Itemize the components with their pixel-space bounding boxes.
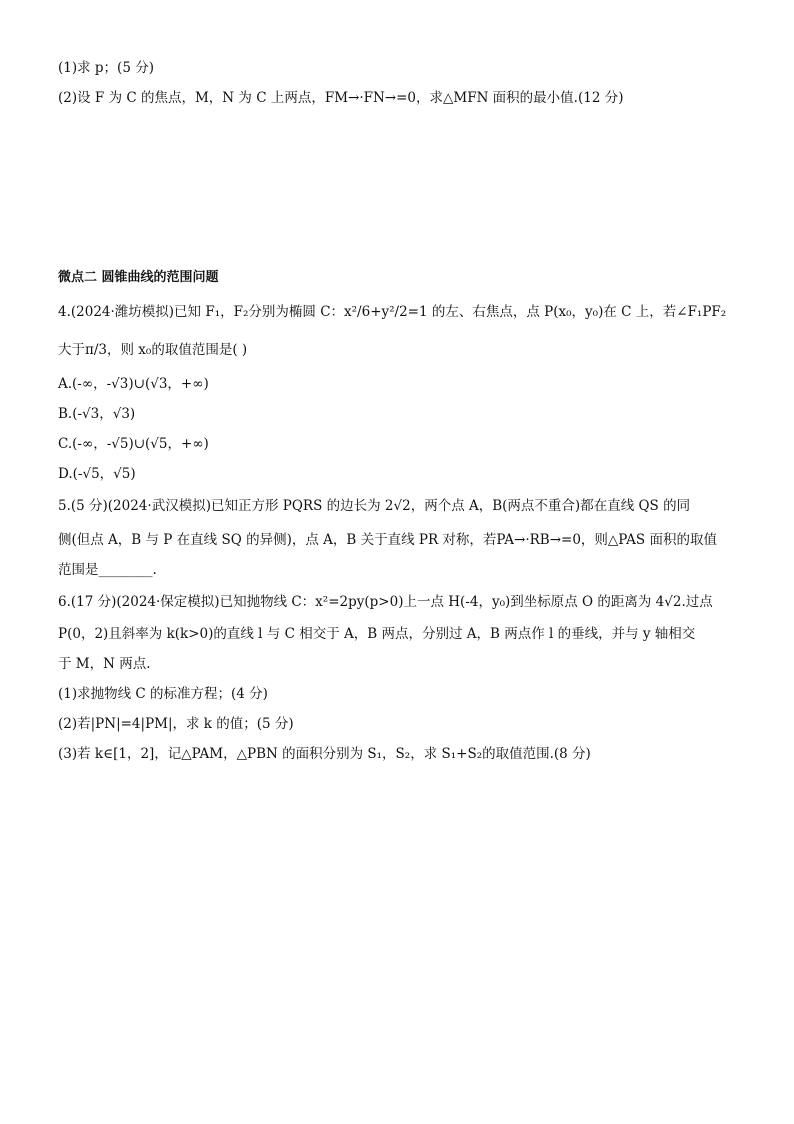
q3-part1: (1)求 p；(5 分) [58,60,154,76]
q6-line3: 于 M，N 两点. [58,656,151,672]
q5-line3: 范围是________. [58,562,157,578]
q4-line1: 4.(2024·潍坊模拟)已知 F₁，F₂分别为椭圆 C：x²/6+y²/2=1 的左、右焦点，点 P(x₀，y₀)在 C 上，若∠F₁PF₂ [58,304,727,320]
q5-line1: 5.(5 分)(2024·武汉模拟)已知正方形 PQRS 的边长为 2√2，两个点 A，B(两点不重合)都在直线 QS 的同 [58,498,691,514]
q3-part2: (2)设 F 为 C 的焦点，M，N 为 C 上两点，FM→·FN→=0，求△MFN 面积的最小值.(12 分) [58,90,624,106]
q6-part3: (3)若 k∈[1，2]，记△PAM，△PBN 的面积分别为 S₁，S₂，求 S₁+S₂的取值范围.(8 分) [58,746,591,762]
q6-line1: 6.(17 分)(2024·保定模拟)已知抛物线 C：x²=2py(p>0)上一点 H(-4，y₀)到坐标原点 O 的距离为 4√2.过点 [58,594,713,610]
q4-option-b: B.(-√3，√3) [58,406,136,422]
q6-part1: (1)求抛物线 C 的标准方程；(4 分) [58,686,268,702]
q4-option-a: A.(-∞，-√3)∪(√3，+∞) [58,376,209,392]
q6-part2: (2)若|PN|=4|PM|，求 k 的值；(5 分) [58,716,294,732]
q5-line2: 侧(但点 A，B 与 P 在直线 SQ 的异侧)，点 A，B 关于直线 PR 对称，若PA→·RB→=0，则△PAS 面积的取值 [58,532,717,548]
q4-option-c: C.(-∞，-√5)∪(√5，+∞) [58,436,209,452]
section-title: 微点二 圆锥曲线的范围问题 [58,270,219,285]
q4-line2: 大于π/3，则 x₀的取值范围是( ) [58,342,248,358]
q4-option-d: D.(-√5，√5) [58,466,136,482]
q6-line2: P(0，2)且斜率为 k(k>0)的直线 l 与 C 相交于 A，B 两点，分别过 A，B 两点作 l 的垂线，并与 y 轴相交 [58,626,696,642]
